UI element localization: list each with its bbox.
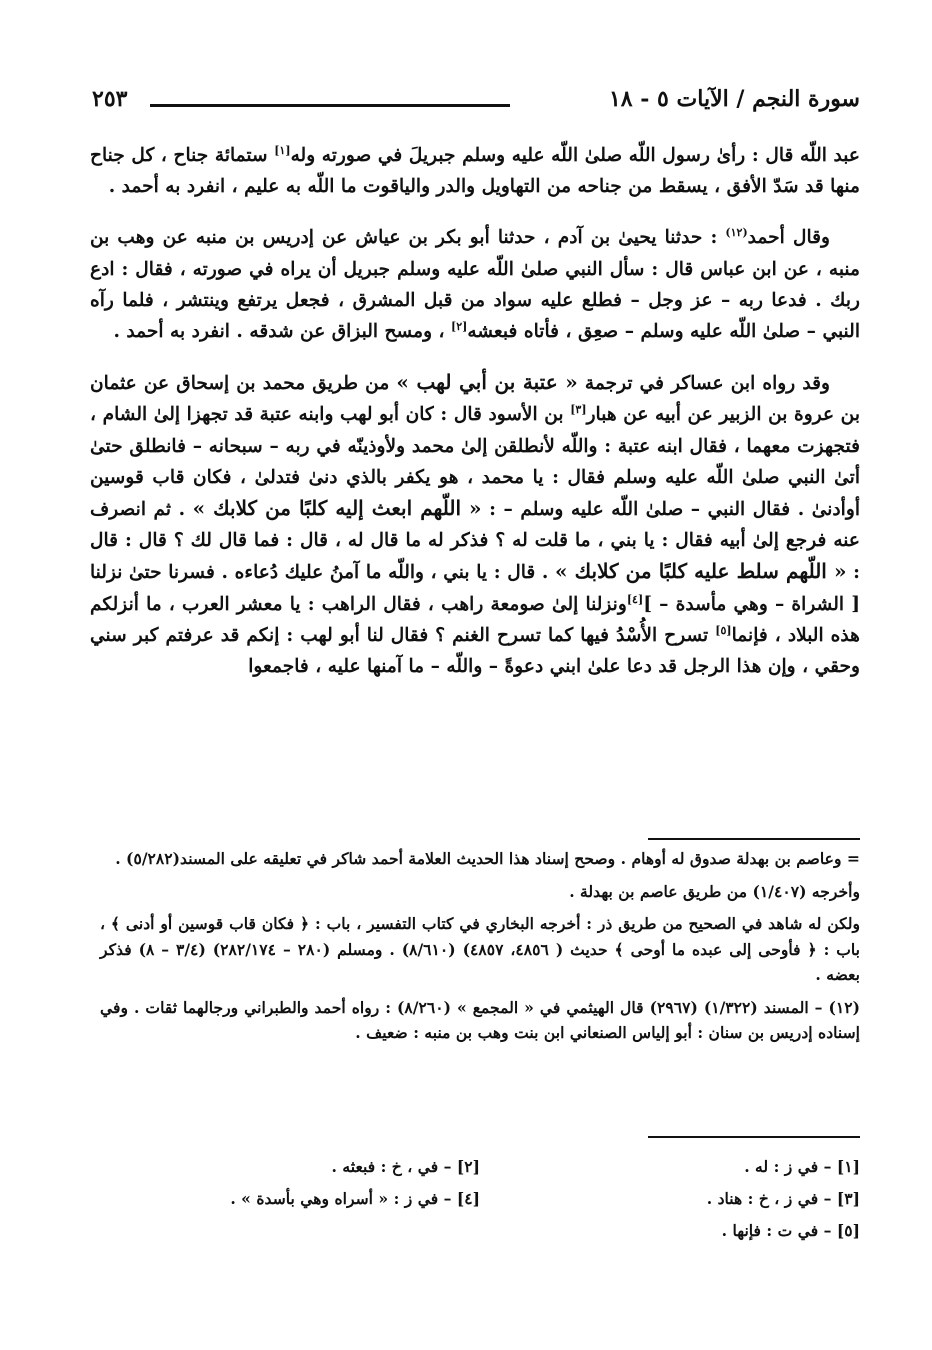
variant-note: [٢] – في ، خ : فبعثه . [331,1156,480,1176]
running-header [92,86,860,120]
text-run: بن الأسود قال : كان أبو لهب وابنه عتبة قد تجهزا إلىٰ الشام ، فتجهزت معهما ، فقال ابنه عتبة : واللّه لأنطلقن إلىٰ محمد ولأوذينّه في ربه – سبحانه – فانطلق حتىٰ أتىٰ النبي صلىٰ اللّه عليه وسلم فقال : يا محمد ، هو يكفر بالذي دنىٰ فتدلىٰ ، فكان قاب قوسين أوأدنىٰ . فقال النبي – صلىٰ اللّه عليه وسلم – : [90,404,860,521]
footnote-marker: [١] [274,143,291,157]
variant-note: [١] – في ز : له . [744,1156,860,1176]
emphasized-term: « عتبة بن أبي لهب » [396,370,578,395]
paragraph-1 [90,140,860,202]
main-text [90,140,860,702]
variant-note: [٣] – في ز ، خ : هناد . [706,1188,860,1208]
textual-variants [100,1150,860,1246]
footnote-marker: [٣] [570,403,587,417]
footnote-entry: = وعاصم بن بهدلة صدوق له أوهام . وصحح إسناد هذا الحديث العلامة أحمد شاكر في تعليقه على المسند(٥/٢٨٢) . [115,849,860,868]
emphasized-term: « اللّهم ابعث إليه كلبًا من كلابك » [192,496,482,521]
text-run: ستمائة جناح ، كل جناح منها قد سَدّ الأفق ، يسقط من جناحه من التهاويل والدر والياقوت ما اللّه به عليم ، انفرد به أحمد . [90,145,860,198]
footnote-marker: [٥] [715,623,732,637]
page-number: ٢٥٣ [92,86,128,112]
emphasized-term: « اللّهم سلط عليه كلبًا من كلابك » [555,559,847,584]
text-run: عبد اللّه قال : رأىٰ رسول اللّه صلىٰ اللّه عليه وسلم جبريلَ في صورته وله [290,145,860,166]
text-run: ونزلنا إلىٰ صومعة راهب ، فقال الراهب : يا معشر العرب ، ما أنزلكم هذه البلاد ، فإنما [90,593,860,646]
footnote-entry: ولكن له شاهد في الصحيح من طريق ذر : أخرجه البخاري في كتاب التفسير ، باب : ﴿ فكان قاب قوسين أو أدنى ﴾ ، باب : ﴿ فأوحى إلى عبده ما أوحى ﴾ حديث ( ٤٨٥٦، ٤٨٥٧) (٨/٦١٠) . ومسلم (٢٨٠ – ٢٨٢/١٧٤) (٣/٤ – ٨) فذكر بعضه . [100,914,861,984]
header-rule [150,104,510,107]
footnote-marker: [٤] [626,592,644,606]
text-run: . قال : يا بني ، واللّه ما آمنُ عليك دُعاءه . فسرنا حتىٰ نزلنا [ الشراة – وهي مأسدة – ] [90,562,860,615]
variant-row [100,1182,860,1214]
footnote-marker: (١٢) [725,226,748,240]
variant-note: [٥] – في ت : فإنها . [721,1220,860,1240]
footnote-entry: (١٢) – المسند (١/٣٢٢) (٢٩٦٧) قال الهيثمي في « المجمع » (٨/٢٦٠) : رواه أحمد والطبراني ورجالهما ثقات . وفي إسناده إدريس بن سنان : أبو إلياس الصنعاني ابن بنت وهب بن منبه : ضعيف . [100,997,860,1042]
header-title: سورة النجم / الآيات ٥ - ١٨ [608,86,860,112]
text-run: وقد رواه ابن عساكر في ترجمة [577,373,830,395]
variant-row [100,1150,860,1182]
footnote-marker: [٢] [451,319,468,333]
variant-note: [٤] – في ز : « أسراه وهي بأسدة » . [230,1188,480,1208]
footnote-entry: وأخرجه (١/٤٠٧) من طريق عاصم بن بهدلة . [569,881,860,901]
text-run: : حدثنا يحيىٰ بن آدم ، حدثنا أبو بكر بن عياش عن إدريس بن منبه عن وهب بن منبه ، عن ابن عباس قال : سأل النبي صلىٰ اللّه عليه وسلم جبريل أن يراه في صورته ، فقال : ادع ربك . فدعا ربه – عز وجل – فطلع عليه سواد من قبل المشرق ، فجعل يرتفع وينتشر ، فلما رآه النبي – صلىٰ اللّه عليه وسلم – صعِق ، فأتاه فبعشه [90,227,860,343]
text-run: ، ومسح البزاق عن شدقه . انفرد به أحمد . [113,321,452,343]
footnotes [100,846,860,1053]
text-run: تسرح الأُسْدُ فيها كما تسرح الغنم ؟ فقال لنا أبو لهب : إنكم قد عرفتم كبر سني وحقي ، وإن هذا الرجل قد دعا علىٰ ابني دعوةً – واللّه – ما آمنها عليه ، فاجمعوا [90,624,860,678]
variants-separator [648,1136,860,1138]
text-run: . ثم انصرف عنه فرجع إلىٰ أبيه فقال : يا بني ، ما قلت له ؟ فذكر له ما قال له ، قال : فما قال لك ؟ قال : قال : [90,499,861,584]
variant-row [100,1214,860,1246]
paragraph-3 [90,367,860,682]
text-run: من طريق محمد بن إسحاق عن عثمان بن عروة بن الزبير عن أبيه عن هبار [90,373,860,426]
text-run: وقال أحمد [747,227,830,249]
paragraph-2 [90,222,860,347]
footnote-separator [648,838,860,840]
